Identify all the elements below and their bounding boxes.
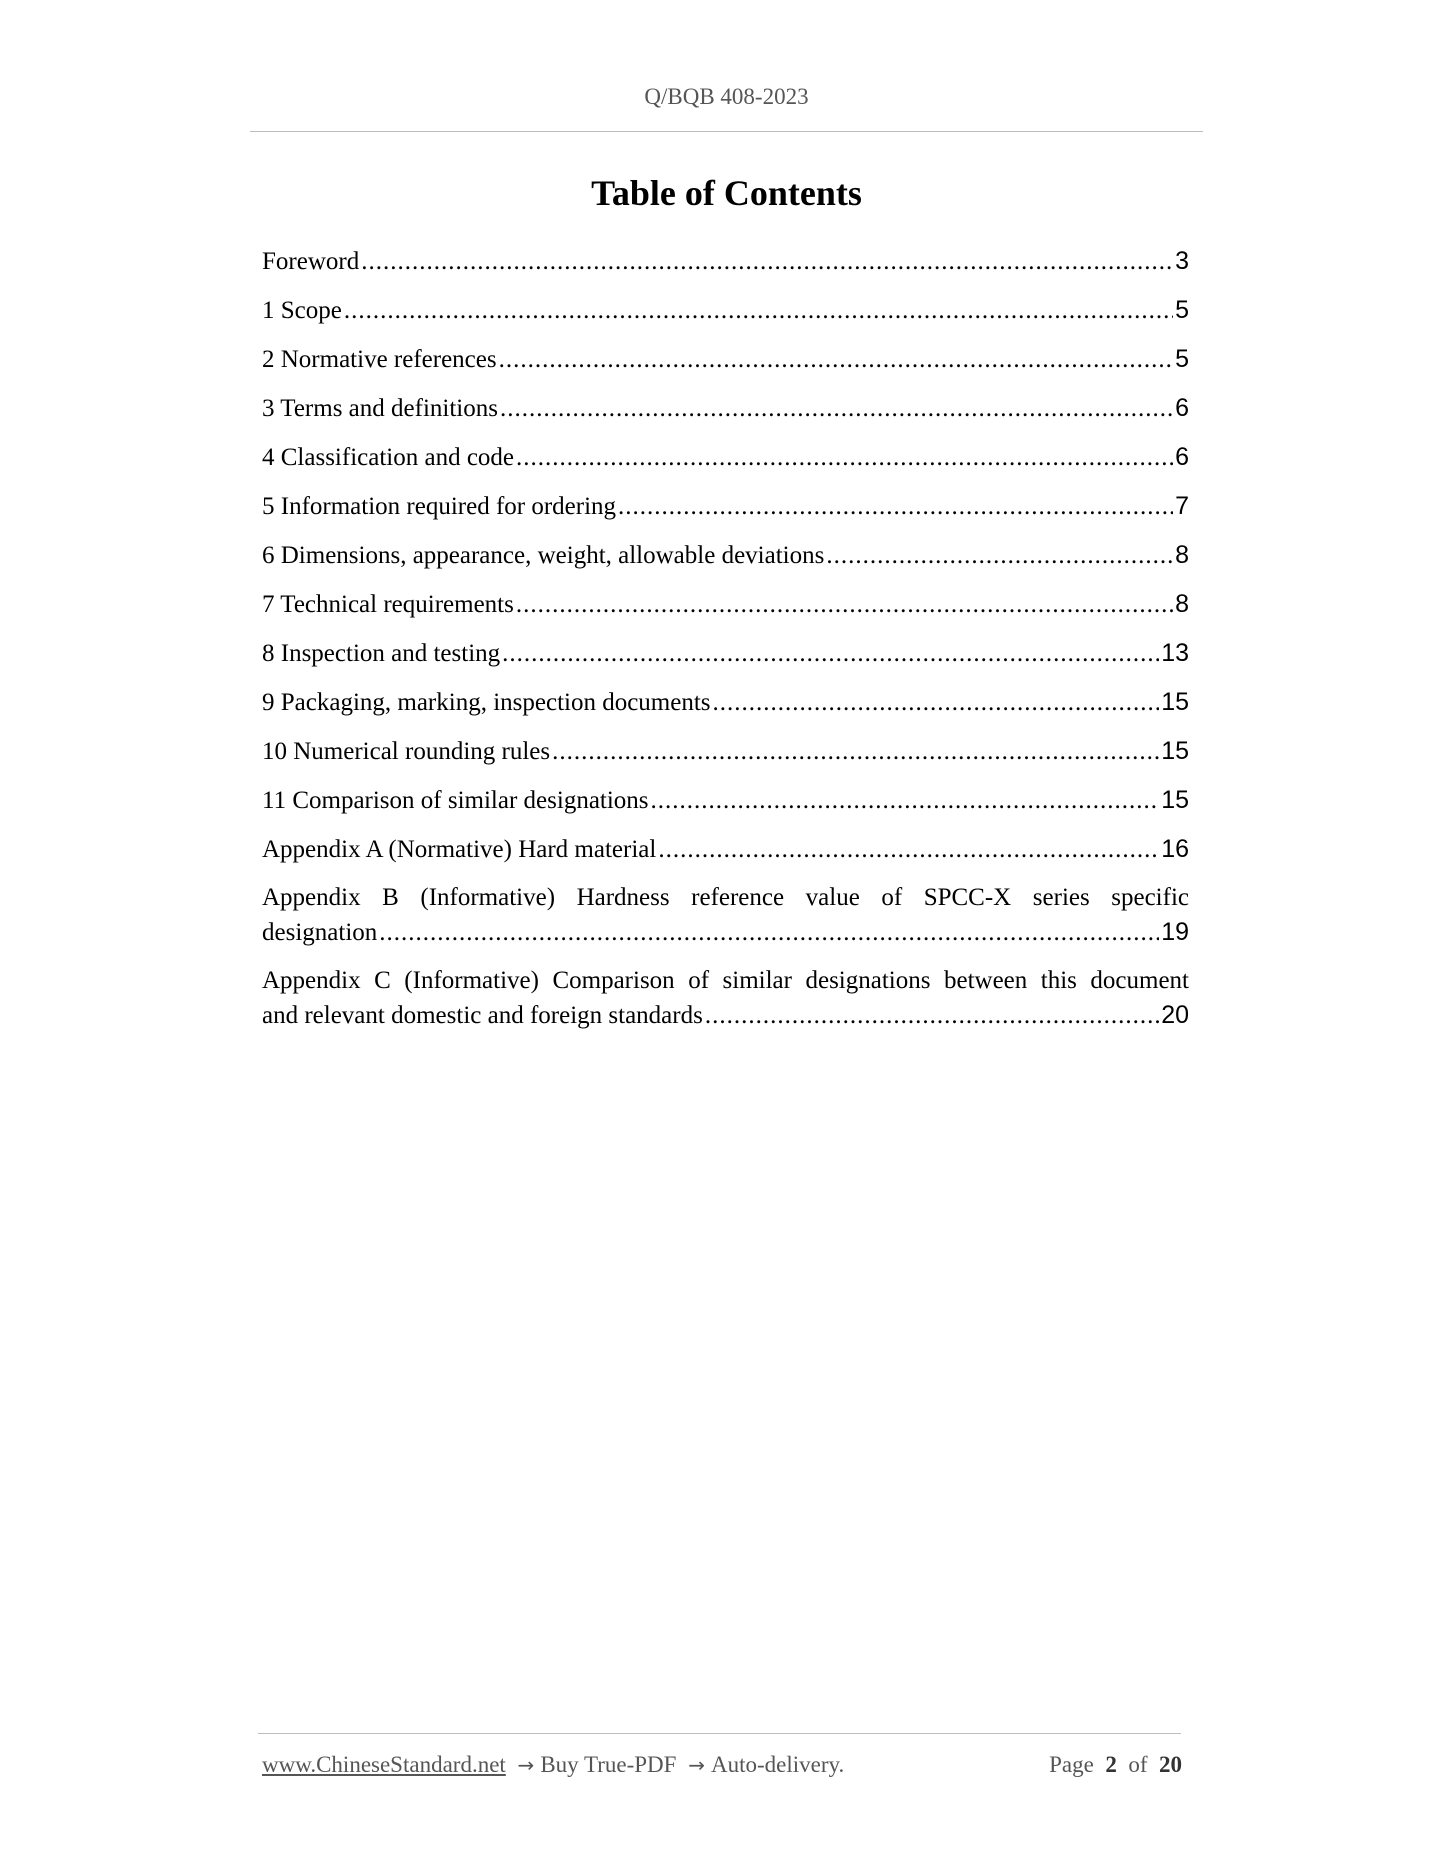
toc-entry-page: 8	[1175, 590, 1189, 618]
dot-leader	[502, 637, 1159, 671]
toc-entry-foreword[interactable]	[262, 244, 1189, 279]
footer-divider	[258, 1733, 1181, 1734]
total-pages: 20	[1159, 1752, 1182, 1777]
dot-leader	[552, 735, 1159, 769]
dot-leader	[658, 833, 1159, 867]
dot-leader	[499, 343, 1173, 377]
dot-leader	[516, 588, 1173, 622]
dot-leader	[516, 441, 1173, 475]
toc-entry-scope[interactable]	[262, 293, 1189, 328]
of-word: of	[1128, 1752, 1148, 1777]
toc-entry-page: 7	[1175, 492, 1189, 520]
toc-entry-classification-and-code[interactable]	[262, 440, 1189, 475]
dot-leader	[651, 784, 1160, 818]
buy-true-pdf-text: Buy True-PDF	[540, 1752, 677, 1777]
page-word: Page	[1049, 1752, 1094, 1777]
toc-entry-label-continued: designation	[262, 919, 378, 946]
toc-entry-label: Appendix A (Normative) Hard material	[262, 836, 657, 863]
website-link[interactable]: www.ChineseStandard.net	[262, 1752, 506, 1777]
toc-entry-label: 9 Packaging, marking, inspection documents	[262, 689, 711, 716]
running-header: Q/BQB 408-2023	[644, 84, 809, 109]
toc-entry-label: 10 Numerical rounding rules	[262, 738, 551, 765]
toc-entry-page: 19	[1161, 918, 1189, 946]
table-of-contents	[262, 244, 1189, 1047]
toc-entry-label: 5 Information required for ordering	[262, 493, 617, 520]
toc-entry-label: Foreword	[262, 248, 360, 275]
dot-leader	[361, 245, 1173, 279]
header-divider	[250, 131, 1203, 132]
toc-entry-page: 6	[1175, 443, 1189, 471]
toc-entry-page: 3	[1175, 247, 1189, 275]
toc-entry-label: 1 Scope	[262, 297, 342, 324]
page-footer	[262, 1752, 1182, 1778]
arrow-right-icon: →	[688, 1753, 705, 1777]
toc-entry-label: 3 Terms and definitions	[262, 395, 498, 422]
auto-delivery-text: Auto-delivery.	[710, 1752, 845, 1777]
toc-entry-label: 4 Classification and code	[262, 444, 515, 471]
dot-leader	[500, 392, 1173, 426]
page-number	[1049, 1752, 1182, 1778]
toc-entry-information-for-ordering[interactable]	[262, 489, 1189, 524]
footer-left	[262, 1752, 844, 1778]
toc-entry-label: 8 Inspection and testing	[262, 640, 501, 667]
dot-leader	[344, 294, 1173, 328]
toc-entry-appendix-c[interactable]	[262, 964, 1189, 1033]
dot-leader	[618, 490, 1173, 524]
toc-entry-label: Appendix C (Informative) Comparison of similar designations between this document	[262, 967, 1189, 994]
toc-entry-page: 5	[1175, 345, 1189, 373]
toc-entry-page: 15	[1161, 786, 1189, 814]
toc-entry-page: 20	[1161, 1001, 1189, 1029]
dot-leader	[379, 916, 1159, 950]
toc-entry-page: 15	[1161, 688, 1189, 716]
toc-entry-appendix-a[interactable]	[262, 832, 1189, 867]
toc-entry-appendix-b[interactable]	[262, 881, 1189, 950]
toc-entry-page: 5	[1175, 296, 1189, 324]
page-title: Table of Contents	[591, 173, 862, 213]
toc-entry-label: 6 Dimensions, appearance, weight, allowable deviations	[262, 542, 825, 569]
toc-entry-comparison-designations[interactable]	[262, 783, 1189, 818]
toc-entry-page: 16	[1161, 835, 1189, 863]
dot-leader	[713, 686, 1160, 720]
toc-entry-dimensions[interactable]	[262, 538, 1189, 573]
arrow-right-icon: →	[517, 1753, 535, 1777]
toc-entry-label: Appendix B (Informative) Hardness reference value of SPCC-X series specific	[262, 884, 1189, 911]
toc-entry-terms-and-definitions[interactable]	[262, 391, 1189, 426]
toc-entry-page: 13	[1161, 639, 1189, 667]
toc-entry-page: 15	[1161, 737, 1189, 765]
dot-leader	[826, 539, 1173, 573]
toc-entry-label: 7 Technical requirements	[262, 591, 514, 618]
toc-entry-page: 8	[1175, 541, 1189, 569]
toc-entry-label: 2 Normative references	[262, 346, 497, 373]
toc-entry-packaging-marking[interactable]	[262, 685, 1189, 720]
toc-entry-label: 11 Comparison of similar designations	[262, 787, 649, 814]
toc-entry-normative-references[interactable]	[262, 342, 1189, 377]
dot-leader	[705, 999, 1159, 1033]
toc-entry-inspection-and-testing[interactable]	[262, 636, 1189, 671]
toc-entry-label-continued: and relevant domestic and foreign standards	[262, 1002, 703, 1029]
toc-entry-technical-requirements[interactable]	[262, 587, 1189, 622]
toc-entry-page: 6	[1175, 394, 1189, 422]
current-page: 2	[1105, 1752, 1117, 1777]
toc-entry-numerical-rounding[interactable]	[262, 734, 1189, 769]
